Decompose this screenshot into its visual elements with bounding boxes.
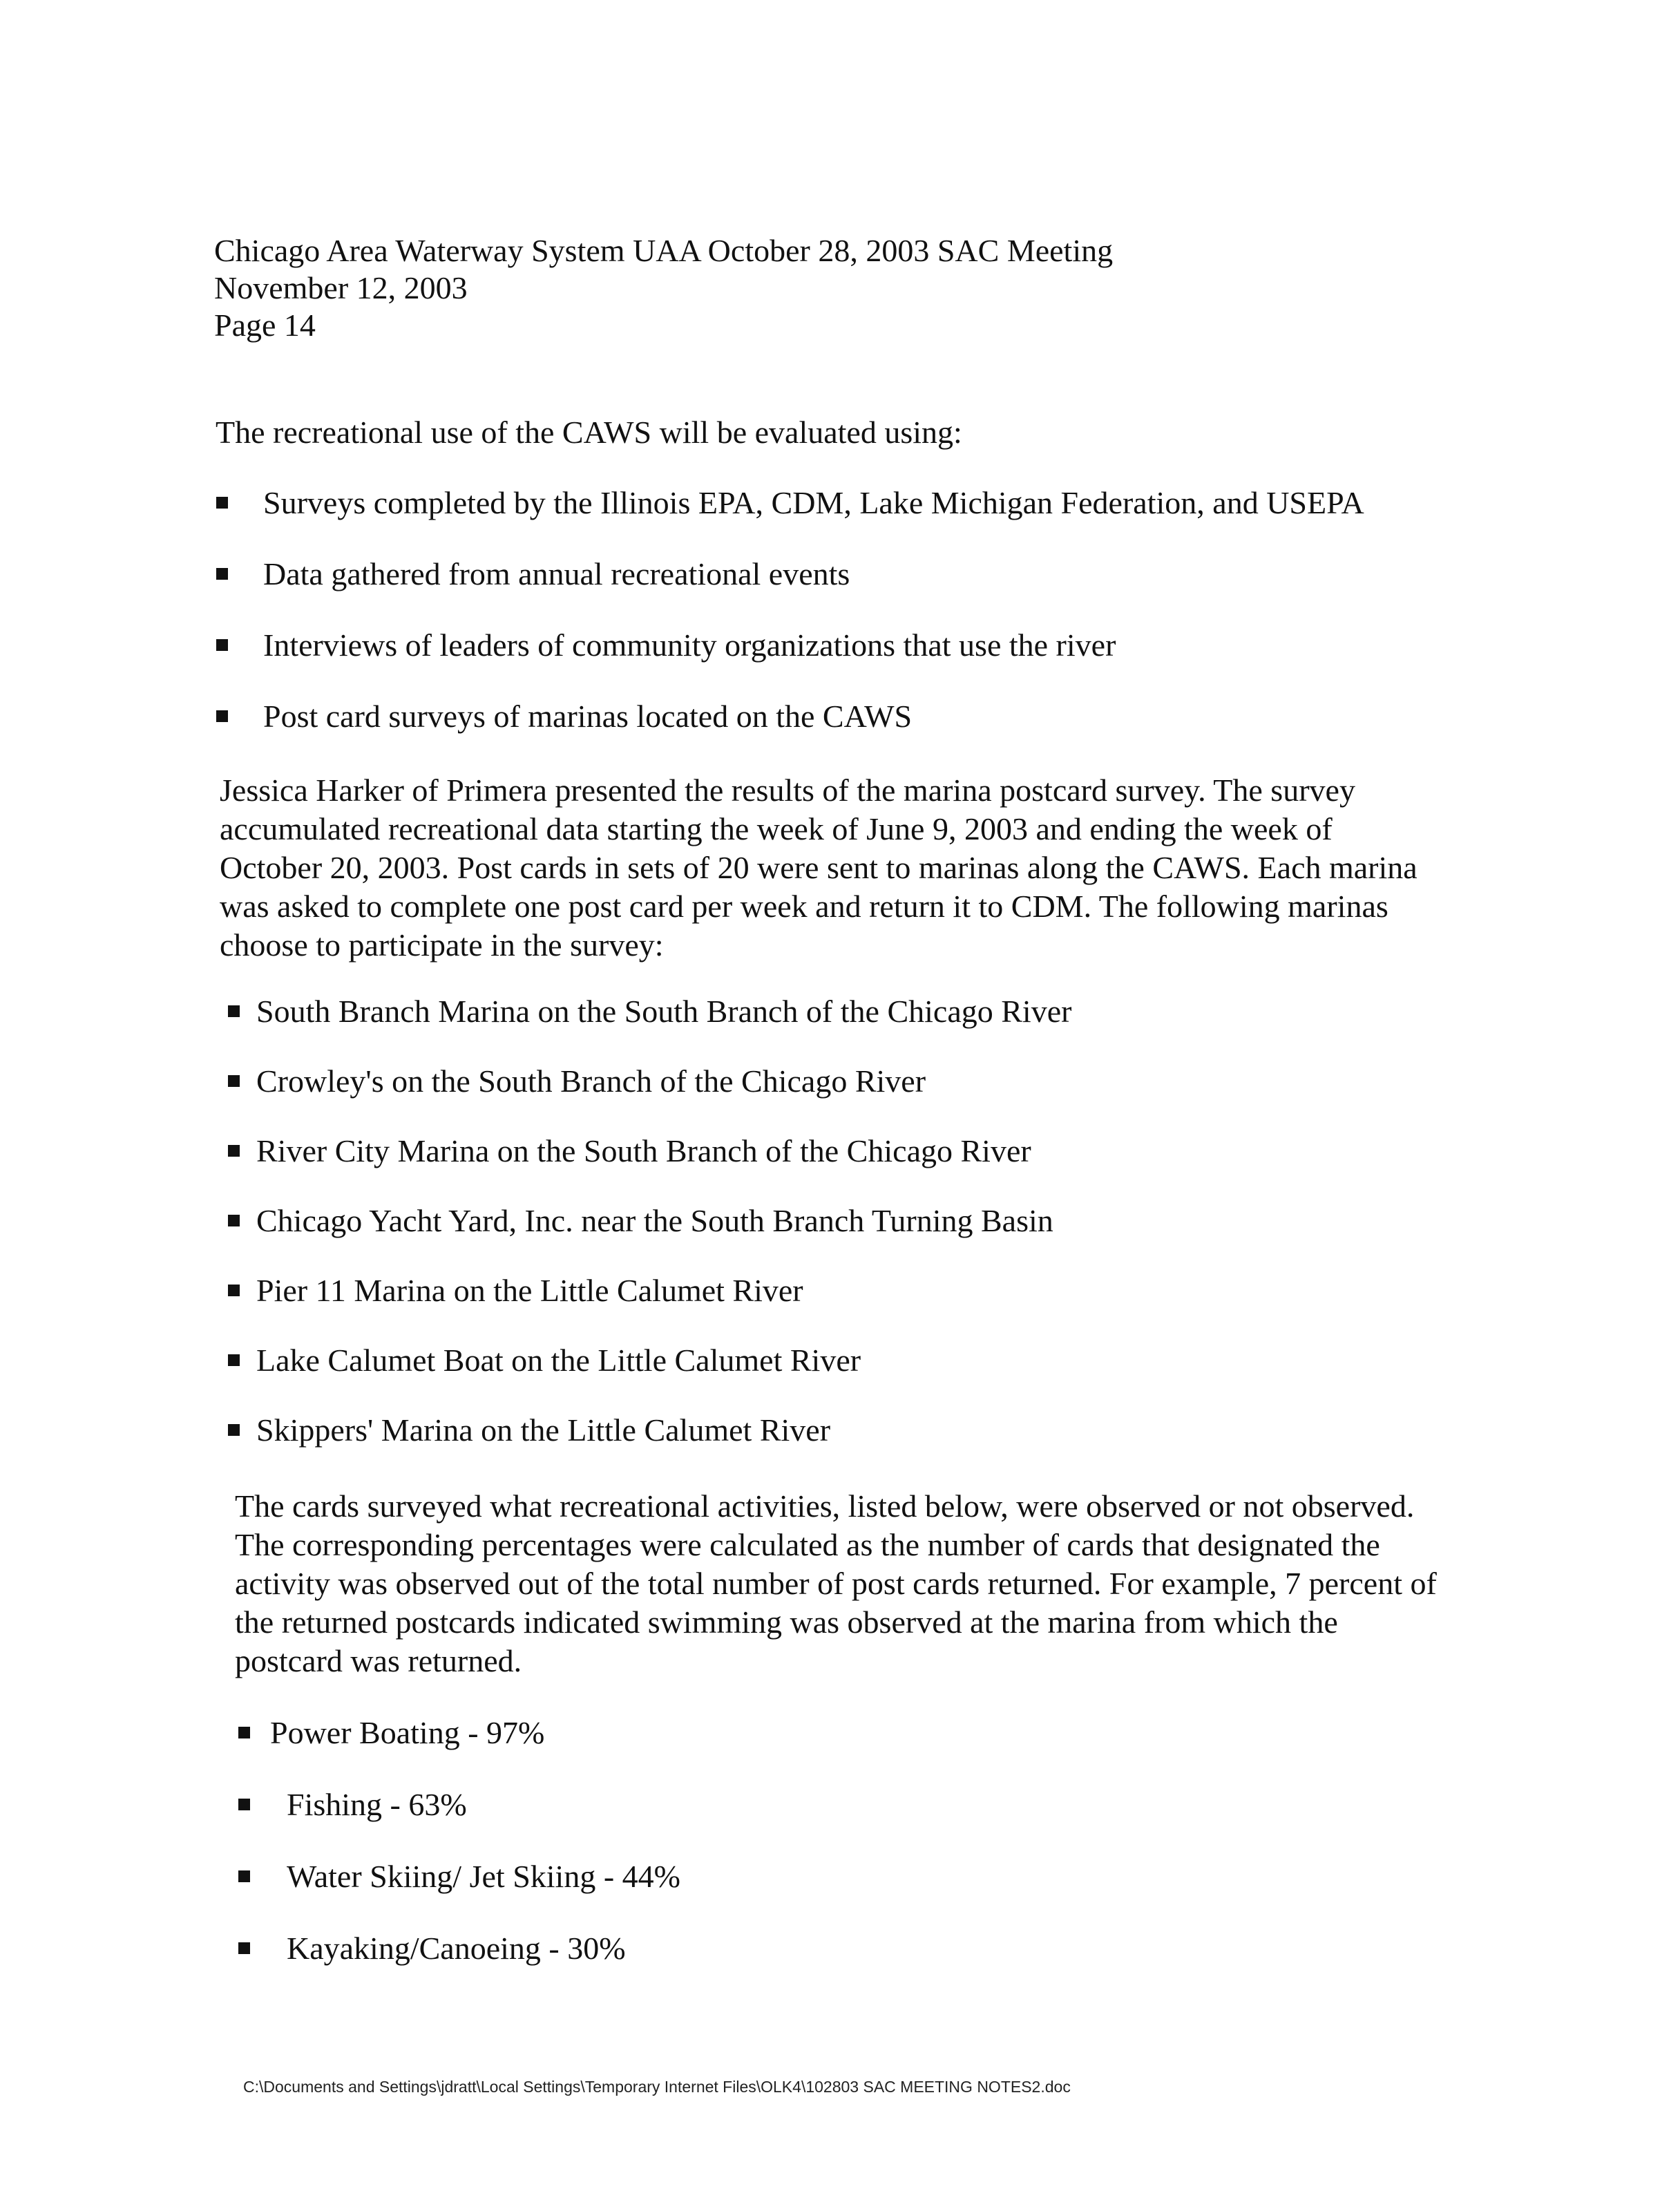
square-bullet-icon (228, 1424, 240, 1436)
square-bullet-icon (238, 1870, 250, 1882)
list-item (228, 992, 1071, 1062)
list-item (238, 1857, 680, 1929)
list-item-text: Post card surveys of marinas located on the CAWS (263, 699, 913, 734)
header-date: November 12, 2003 (214, 270, 468, 305)
list-item-text: Data gathered from annual recreational events (263, 556, 850, 591)
list-item-text: Pier 11 Marina on the Little Calumet River (256, 1273, 803, 1308)
list-item-text: Water Skiing/ Jet Skiing - 44% (287, 1859, 680, 1894)
square-bullet-icon (228, 1005, 240, 1017)
activities-list (238, 1714, 680, 2001)
list-item (228, 1132, 1071, 1202)
list-item-text: South Branch Marina on the South Branch of the Chicago River (256, 994, 1072, 1029)
list-item-text: Chicago Yacht Yard, Inc. near the South Branch Turning Basin (256, 1203, 1053, 1238)
activities-paragraph: The cards surveyed what recreational activities, listed below, were observed or not observed. The corresponding percentages were calculated as the number of cards that designated the activity was observed out of the total number of post cards returned. For example, 7 percent of the returned postcards indicated swimming was observed at the marina from which the postcard was returned. (235, 1488, 1437, 1678)
list-item (216, 555, 1364, 626)
header-title: Chicago Area Waterway System UAA October 28, 2003 SAC Meeting (214, 233, 1114, 268)
list-item-text: Skippers' Marina on the Little Calumet River (256, 1412, 831, 1448)
square-bullet-icon (238, 1799, 250, 1810)
square-bullet-icon (228, 1285, 240, 1296)
square-bullet-icon (216, 639, 228, 651)
footer-file-path: C:\Documents and Settings\jdratt\Local Settings\Temporary Internet Files\OLK4\102803 SAC MEETING NOTES2.doc (243, 2078, 1071, 2096)
square-bullet-icon (228, 1145, 240, 1157)
list-item-text: Interviews of leaders of community organizations that use the river (263, 627, 1116, 663)
list-item (238, 1929, 680, 2001)
square-bullet-icon (216, 497, 228, 509)
list-item (216, 697, 1364, 768)
list-item-text: Power Boating - 97% (270, 1715, 545, 1750)
list-item (228, 1341, 1071, 1411)
square-bullet-icon (228, 1075, 240, 1087)
square-bullet-icon (228, 1215, 240, 1226)
square-bullet-icon (216, 710, 228, 722)
list-item (228, 1411, 1071, 1481)
square-bullet-icon (238, 1942, 250, 1954)
intro-paragraph: The recreational use of the CAWS will be evaluated using: (216, 415, 962, 450)
document-header (214, 232, 1113, 344)
list-item (216, 484, 1364, 555)
header-page-number: Page 14 (214, 307, 316, 343)
marinas-list (228, 992, 1071, 1481)
list-item (238, 1714, 680, 1785)
square-bullet-icon (238, 1727, 250, 1738)
list-item-text: Lake Calumet Boat on the Little Calumet River (256, 1343, 861, 1378)
list-item (238, 1785, 680, 1857)
list-item (228, 1202, 1071, 1271)
list-item-text: Kayaking/Canoeing - 30% (287, 1931, 626, 1966)
list-item (228, 1062, 1071, 1132)
list-item-text: River City Marina on the South Branch of the Chicago River (256, 1133, 1031, 1168)
list-item-text: Crowley's on the South Branch of the Chicago River (256, 1063, 926, 1099)
survey-paragraph: Jessica Harker of Primera presented the results of the marina postcard survey. The survey accumulated recreational data starting the week of June 9, 2003 and ending the week of October 20, 2003. Post cards in sets of 20 were sent to marinas along the CAWS. Each marina was asked to complete one post card per week and return it to CDM. The following marinas choose to participate in the survey: (220, 773, 1418, 963)
list-item (216, 626, 1364, 697)
list-item (228, 1271, 1071, 1341)
square-bullet-icon (228, 1354, 240, 1366)
list-item-text: Fishing - 63% (287, 1787, 467, 1822)
evaluation-methods-list (216, 484, 1364, 768)
list-item-text: Surveys completed by the Illinois EPA, CDM, Lake Michigan Federation, and USEPA (263, 485, 1364, 520)
square-bullet-icon (216, 568, 228, 580)
